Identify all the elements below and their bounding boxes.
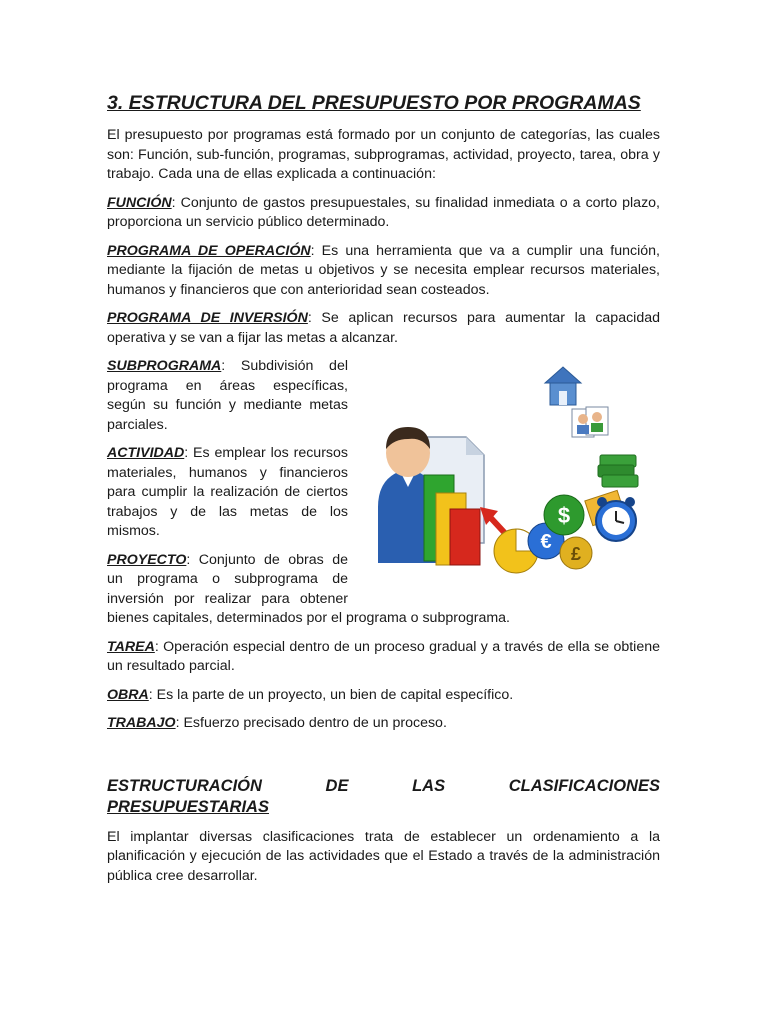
section2-title-line1 (107, 776, 660, 797)
people-cards-icon (572, 407, 608, 437)
text-obra: : Es la parte de un proyecto, un bien de capital específico. (148, 686, 514, 703)
term-obra: OBRA (107, 686, 149, 703)
definition-tarea (107, 638, 660, 677)
section2-title-word: CLASIFICACIONES (508, 776, 660, 795)
definition-programa-operacion (107, 242, 660, 301)
text-programa-inversion: : Se aplican recursos para aumentar la capacidad operativa y se van a fijar las metas a alcanzar. (107, 310, 660, 346)
term-trabajo: TRABAJO (107, 715, 176, 731)
text-subprograma: : Subdivisión del programa en áreas específicas, según su función y mediante metas parciales. (107, 358, 348, 433)
definition-trabajo (107, 714, 660, 734)
document-content (107, 90, 660, 895)
definition-funcion (107, 194, 660, 233)
coins-icon (528, 495, 592, 569)
term-tarea: TAREA (107, 638, 155, 655)
text-funcion: : Conjunto de gastos presupuestales, su finalidad inmediata o a corto plazo, proporciona un servicio público determinado. (107, 194, 660, 230)
house-icon (545, 367, 581, 405)
term-funcion: FUNCIÓN (107, 194, 172, 211)
svg-text:£: £ (570, 544, 582, 564)
text-trabajo: : Esfuerzo precisado dentro de un proceso. (175, 715, 447, 731)
money-stack-icon (598, 455, 638, 487)
text-programa-operacion: : Es una herramienta que va a cumplir una función, mediante la fijación de metas u objetivos y se necesita emplear recursos materiales, humanos y financieros que con anterioridad sean costeados. (107, 242, 660, 298)
term-programa-inversion: PROGRAMA DE INVERSIÓN (107, 310, 308, 326)
section2-title (107, 776, 660, 818)
section-title: 3. ESTRUCTURA DEL PRESUPUESTO POR PROGRAMAS (107, 92, 641, 114)
svg-text:$: $ (557, 503, 571, 528)
text-proyecto: : Conjunto de obras de un programa o subprograma de inversión por realizar para obtener bienes capitales, determinados por el programa o subprograma. (107, 551, 510, 626)
alarm-clock-icon (596, 497, 636, 541)
section2-title-line2: PRESUPUESTARIAS (107, 797, 269, 816)
intro-paragraph: El presupuesto por programas está formado por un conjunto de categorías, las cuales son: Función, sub-función, programas, subprogramas, actividad, proyecto, tarea, obra y trabajo. Cada una de ellas explicada a continuación: (107, 127, 660, 182)
section2-title-word: DE (325, 776, 349, 795)
section2-title-word: ESTRUCTURACIÓN (107, 776, 262, 795)
term-subprograma: SUBPROGRAMA (107, 358, 222, 374)
term-actividad: ACTIVIDAD (107, 445, 185, 461)
text-actividad: : Es emplear los recursos materiales, humanos y financieros para cumplir la realización de ciertos trabajos y de las metas de los mismos. (107, 445, 348, 539)
section2-paragraph: El implantar diversas clasificaciones trata de establecer un ordenamiento a la planificación y ejecución de las actividades que el Estado a través de la administración pública cree desarrollar. (107, 828, 660, 884)
text-tarea: : Operación especial dentro de un proceso gradual y a través de ella se obtiene un resultado parcial. (107, 638, 660, 674)
definition-obra (107, 686, 660, 706)
budget-clipart (362, 357, 660, 597)
term-proyecto: PROYECTO (107, 551, 187, 568)
term-programa-operacion: PROGRAMA DE OPERACIÓN (107, 242, 311, 259)
svg-text:€: € (540, 531, 552, 553)
definition-programa-inversion (107, 309, 660, 348)
section2-title-word: LAS (412, 776, 446, 795)
budget-illustration (362, 357, 660, 597)
